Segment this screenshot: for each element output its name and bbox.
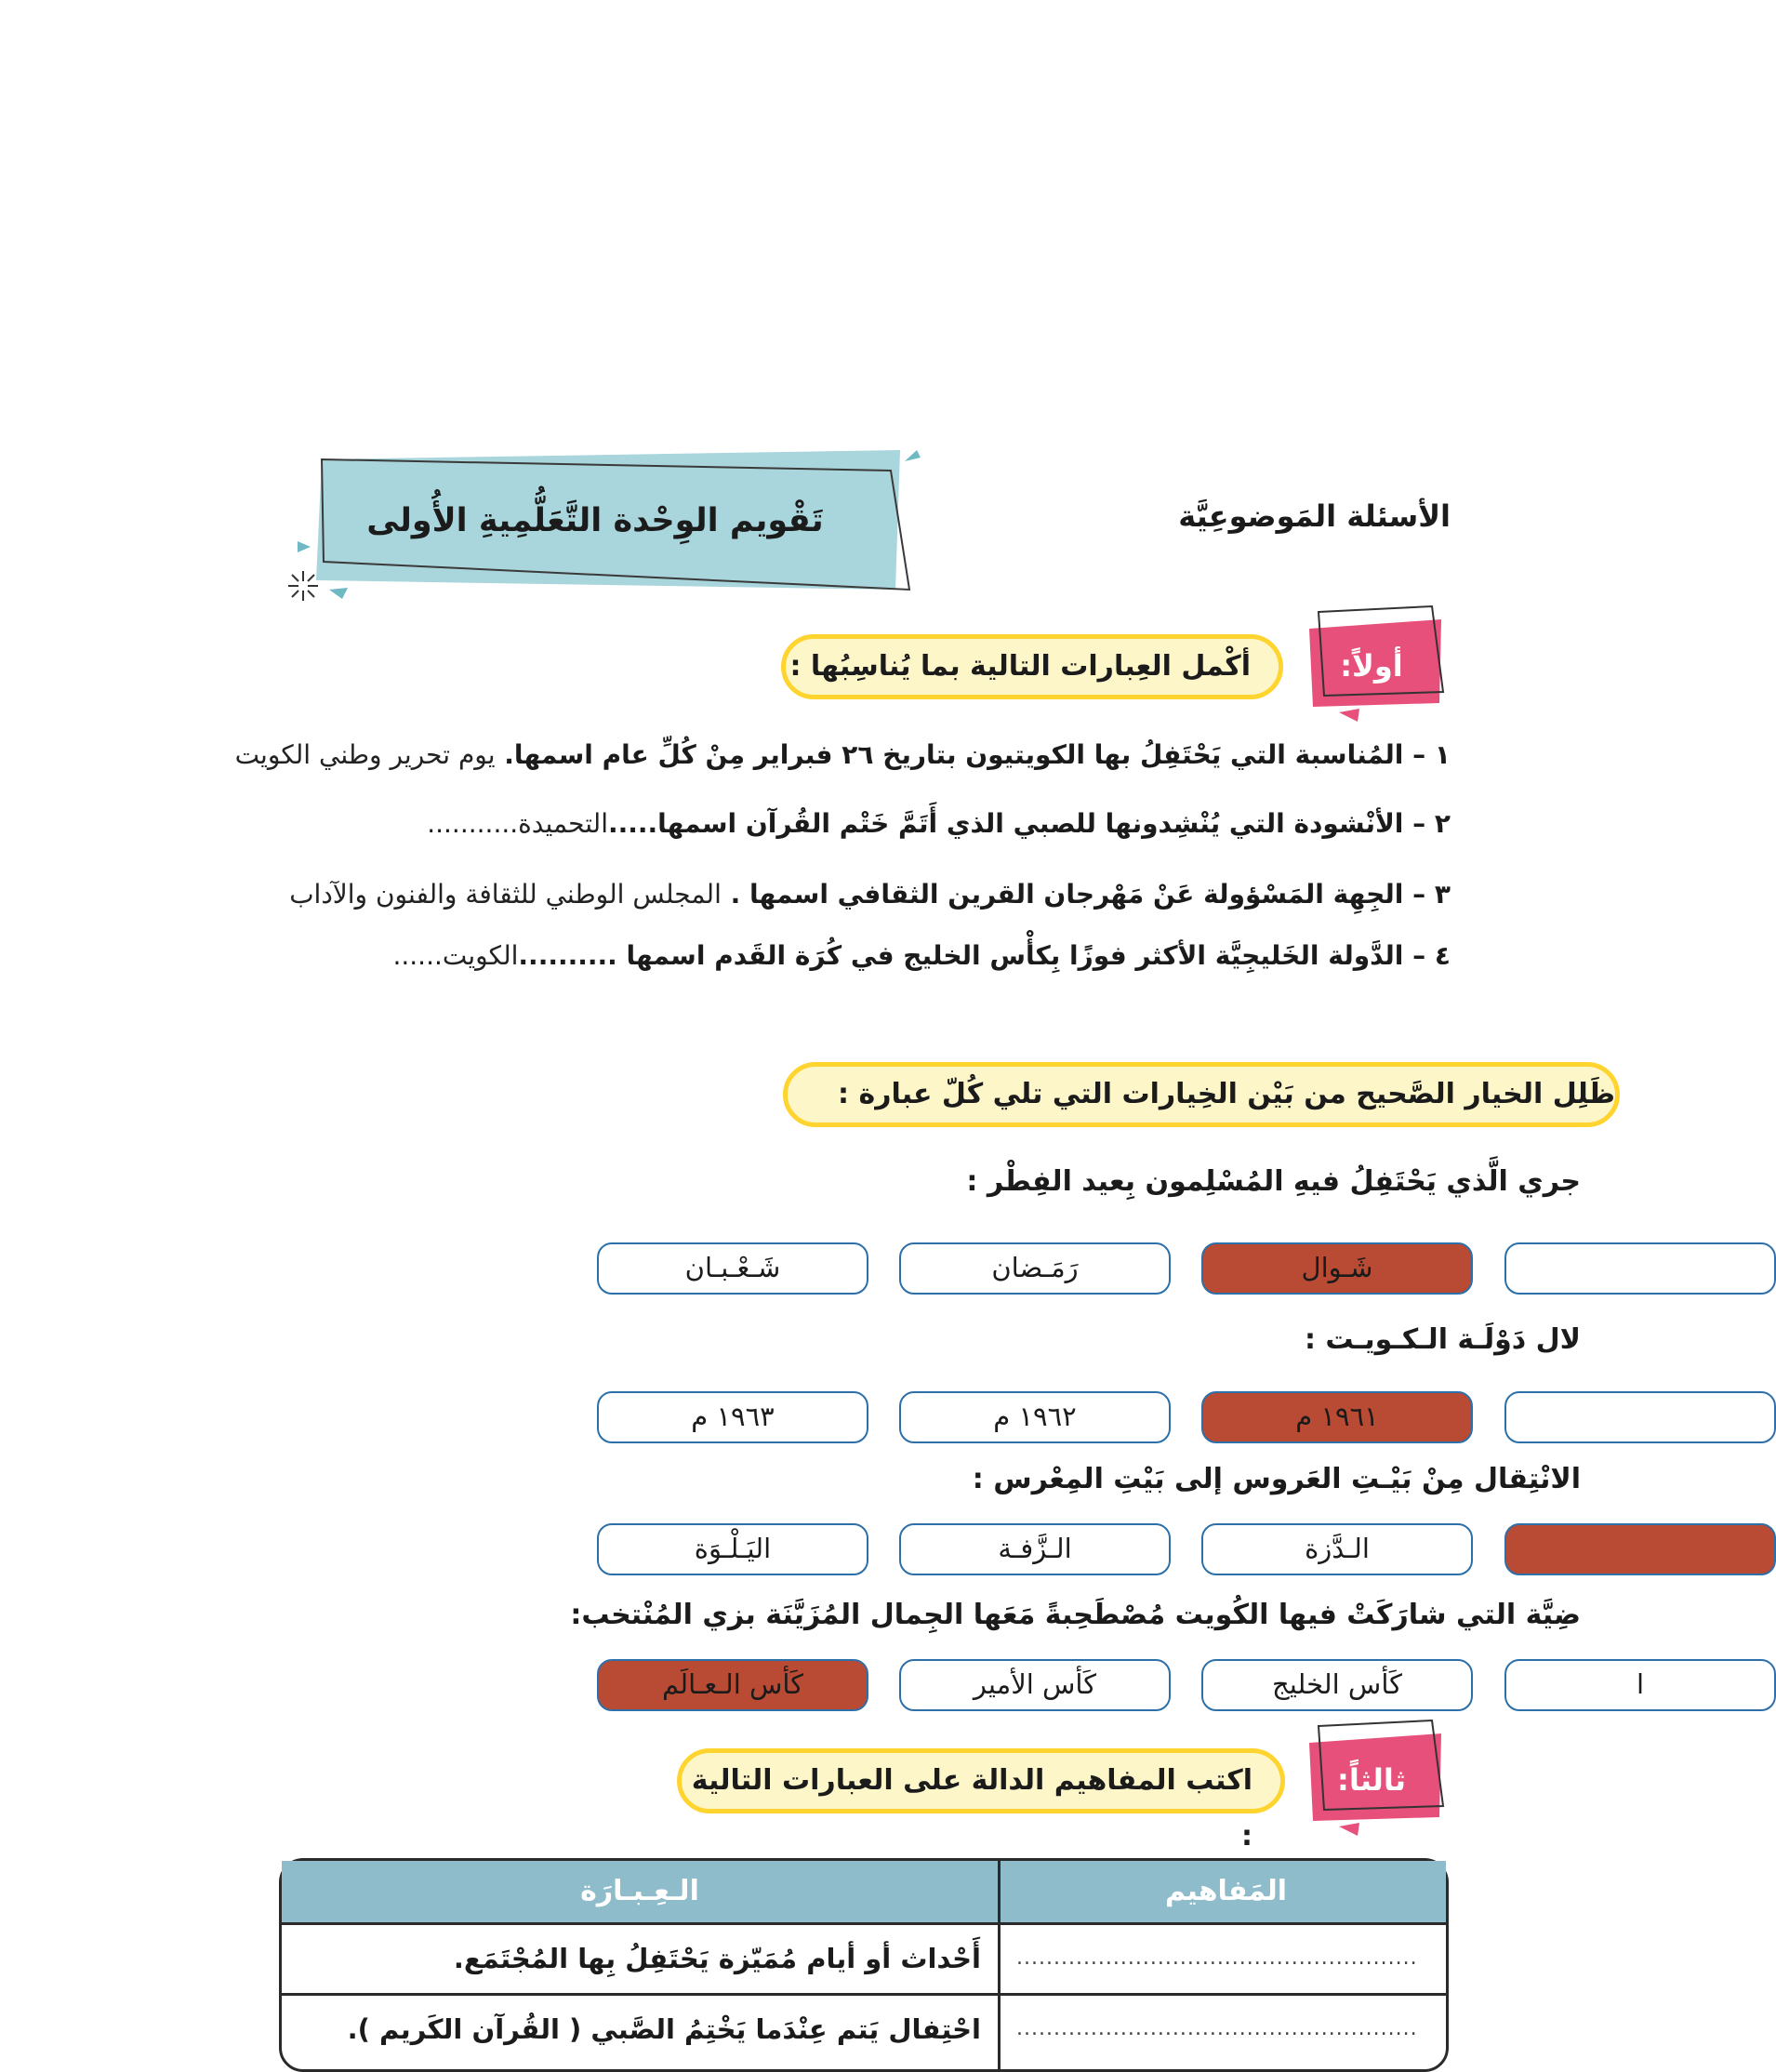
table-row-1-phrase: أَحْداث أو أيام مُمَيّزة يَحْتَفِلُ بِها المُجْتَمَع. <box>453 1943 981 1974</box>
part2-instruction: ظَلِل الخيار الصَّحيح من بَيْن الخِيارات التي تلي كُلّ عبارة : <box>838 1078 1615 1110</box>
q3-option-2[interactable]: الـزَّفـة <box>899 1523 1171 1575</box>
fill-answer-4[interactable]: الكويت <box>442 940 519 971</box>
part1-tag: أولاً: <box>1340 648 1403 684</box>
fill-item-1: ١ – المُناسبة التي يَحْتَفِلُ بها الكويتيون بتاريخ ٢٦ فبراير مِنْ كُلِّ عام اسمها. يوم تحرير وطني الكويت <box>234 739 1451 770</box>
q1-option-1[interactable]: شَـعْـبـان <box>597 1242 868 1295</box>
q3-option-4[interactable] <box>1504 1523 1776 1575</box>
fill-answer-2[interactable]: التحميدة <box>518 808 608 839</box>
q3-option-3[interactable]: الـدَّزة <box>1201 1523 1473 1575</box>
q2-option-1[interactable]: ١٩٦٣ م <box>597 1391 868 1443</box>
part1-instruction: أكْمل العِبارات التالية بما يُناسِبُها : <box>789 650 1251 683</box>
fill-answer-3[interactable]: المجلس الوطني للثقافة والفنون والآداب <box>289 879 722 910</box>
q1-option-2[interactable]: رَمَـضان <box>899 1242 1171 1295</box>
part2-instruction-pill <box>783 1062 1620 1127</box>
sparkle-icon <box>286 569 320 603</box>
table-row-2-concept[interactable]: ...................................................... <box>1016 2017 1418 2040</box>
q2-option-4[interactable] <box>1504 1391 1776 1443</box>
part1-instruction-pill <box>781 634 1283 699</box>
fill-answer-1[interactable]: يوم تحرير وطني الكويت <box>234 739 496 770</box>
part3-instruction-pill <box>677 1748 1285 1853</box>
fill-item-4: ٤ – الدَّولة الخَليجِيَّة الأكثر فوزًا بِكأْس الخليج في كُرَة القَدم اسمها ..........الكويت...... <box>392 940 1451 971</box>
q4-option-1[interactable]: كَأس الـعـالَم <box>597 1659 868 1711</box>
table-row-2-phrase: احْتِفال يَتم عِنْدَما يَخْتِمُ الصَّبي ( القُرآن الكَريم ). <box>347 2013 981 2045</box>
q1-option-4[interactable] <box>1504 1242 1776 1295</box>
q1-option-3[interactable]: شَـوال <box>1201 1242 1473 1295</box>
q4-option-4[interactable]: ا <box>1504 1659 1776 1711</box>
header-phrase: الـعِـبـارَة <box>580 1875 699 1907</box>
row-divider <box>282 1922 1446 1925</box>
question-2: لال دَوْلَـة الـكـويـت : <box>1304 1323 1581 1356</box>
row-divider <box>282 1993 1446 1996</box>
fill-item-2: ٢ – الأنْشودة التي يُنْشِدونها للصبي الذي أَتَمَّ خَتْم القُرآن اسمها.....التحميدة........... <box>427 808 1451 839</box>
header-concept: المَفاهيم <box>1164 1875 1288 1907</box>
section-title: الأسئلة المَوضوعِيَّة <box>1178 498 1451 534</box>
question-4: ضِيَّة التي شارَكَتْ فيها الكُويت مُصْطَحِبةً مَعَها الجِمال المُزَيَّنَة بزي المُنْتخب: <box>570 1599 1581 1631</box>
question-3: الانْتِقال مِنْ بَيْـتِ العَروس إلى بَيْتِ المِعْرس : <box>972 1463 1581 1495</box>
concepts-table <box>279 1858 1449 2072</box>
q2-option-2[interactable]: ١٩٦٢ م <box>899 1391 1171 1443</box>
table-row-1-concept[interactable]: ...................................................... <box>1016 1946 1418 1970</box>
q2-option-3[interactable]: ١٩٦١ م <box>1201 1391 1473 1443</box>
q3-option-1[interactable]: اليَـلْـوَة <box>597 1523 868 1575</box>
unit-title: تَقْويم الوِحْدة التَّعَلُّمِيةِ الأُولى <box>366 502 824 539</box>
question-1: جري الَّذي يَحْتَفِلُ فيهِ المُسْلِمون بِعيد الفِطْر : <box>966 1165 1581 1198</box>
part3-instruction: اكتب المفاهيم الدالة على العبارات التالية : <box>691 1764 1252 1853</box>
column-divider <box>998 1861 1001 2069</box>
q4-option-3[interactable]: كَأس الخليج <box>1201 1659 1473 1711</box>
fill-item-3: ٣ – الجِهِة المَسْؤولة عَنْ مَهْرجان القرين الثقافي اسمها . المجلس الوطني للثقافة والفنون والآداب <box>289 879 1451 910</box>
part3-tag: ثالثاً: <box>1337 1762 1406 1798</box>
q4-option-2[interactable]: كَأس الأمير <box>899 1659 1171 1711</box>
